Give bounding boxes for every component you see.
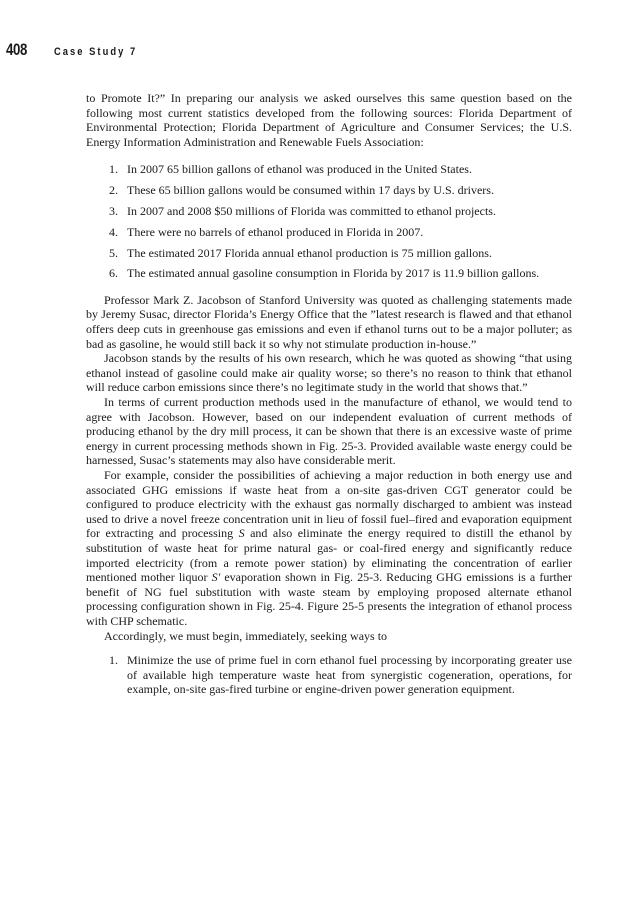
list-number: 5. bbox=[109, 245, 118, 260]
list-number: 1. bbox=[109, 162, 118, 177]
intro-paragraph: to Promote It?” In preparing our analysis we asked ourselves this same question based on the following most current statistics developed from the following sources: Florida Department of Environmental Protection; Florida Department of Agriculture and Consumer Services; the U.S. Energy Information Administration and Renewable Fuels Association: bbox=[86, 91, 572, 149]
list-item bbox=[86, 246, 572, 261]
running-head bbox=[6, 40, 152, 62]
page-number: 408 bbox=[6, 40, 27, 59]
paragraph-segment: evaporation shown in Fig. 25-3. Reducing GHG emissions is a further benefit of NG fuel substitution with waste steam by employing proposed alternate ethanol processing configuration shown in Fig. 25-4. Figure 25-5 presents the integration of ethanol process with CHP schematic. bbox=[86, 570, 573, 628]
list-item bbox=[86, 653, 572, 697]
body-paragraph-waste-heat-example bbox=[86, 468, 572, 629]
page-body bbox=[86, 91, 572, 697]
paragraph-segment: and also eliminate the energy required to distill the ethanol by substitution of waste heat for prime natural gas- or coal-fired energy and significantly reduce imported electricity (from a remote power station) by eliminating the concentration of earlier mentioned mother liquor bbox=[86, 526, 572, 585]
paragraph-segment: For example, consider the possibilities of achieving a major reduction in both energy use and associated GHG emissions if waste heat from a on-site gas-driven CGT generator could be configured to produce electricity with the exhaust gas normally discharged to ambient was instead used to drive a novel freeze concentration unit in lieu of fossil fuel–fired and evaporation equipment for extracting and processing bbox=[86, 468, 572, 541]
list-text: The estimated 2017 Florida annual ethanol production is 75 million gallons. bbox=[127, 245, 492, 260]
list-item bbox=[86, 183, 572, 198]
findings-list bbox=[86, 162, 572, 281]
variable-s: S bbox=[238, 526, 245, 541]
list-text: In 2007 65 billion gallons of ethanol was produced in the United States. bbox=[127, 162, 472, 177]
list-number: 4. bbox=[109, 224, 118, 239]
list-text: These 65 billion gallons would be consumed within 17 days by U.S. drivers. bbox=[127, 183, 494, 198]
list-number: 2. bbox=[109, 183, 118, 198]
list-text: In 2007 and 2008 $50 millions of Florida was committed to ethanol projects. bbox=[127, 203, 496, 218]
body-paragraph-production-methods: In terms of current production methods used in the manufacture of ethanol, we would tend to agree with Jacobson. However, based on our independent evaluation of current methods of producing ethanol by the dry mill process, it can be shown that there is an excessive waste of prime energy in current processing methods shown in Fig. 25-3. Provided available waste energy could be harnessed, Susac’s statements may also have considerable merit. bbox=[86, 395, 572, 468]
list-number: 3. bbox=[109, 203, 118, 218]
actions-list bbox=[86, 653, 572, 697]
list-text: The estimated annual gasoline consumption in Florida by 2017 is 11.9 billion gallons. bbox=[127, 266, 540, 281]
list-item bbox=[86, 162, 572, 177]
chapter-label: Case Study 7 bbox=[54, 46, 138, 58]
list-text: There were no barrels of ethanol produced in Florida in 2007. bbox=[127, 224, 424, 239]
list-item bbox=[86, 225, 572, 240]
body-paragraph-jacobson-quote: Professor Mark Z. Jacobson of Stanford University was quoted as challenging statements made by Jeremy Susac, director Florida’s Energy Office that the ”latest research is flawed and that ethanol offers deep cuts in greenhouse gas emissions and even if ethanol turns out to be a major polluter; as bad as gasoline, he would still back it so why not stimulate production in-house.” bbox=[86, 292, 572, 351]
list-number: 6. bbox=[109, 266, 118, 281]
variable-s-prime: S′ bbox=[211, 570, 221, 585]
list-number: 1. bbox=[109, 653, 118, 668]
list-item bbox=[86, 266, 572, 281]
body-paragraph-accordingly: Accordingly, we must begin, immediately, seeking ways to bbox=[104, 628, 388, 643]
body-paragraph-jacobson-research: Jacobson stands by the results of his own research, which he was quoted as showing “that using ethanol instead of gasoline could make air quality worse; so there’s no reason to think that ethanol will reduce carbon emissions since there’s no legitimate study in the world that shows that.” bbox=[86, 351, 572, 395]
list-text: Minimize the use of prime fuel in corn ethanol fuel processing by incorporating greater use of available high temperature waste heat from synergistic cogeneration, operations, for example, on-site gas-fired turbine or engine-driven power generation equipment. bbox=[127, 653, 572, 697]
list-item bbox=[86, 204, 572, 219]
